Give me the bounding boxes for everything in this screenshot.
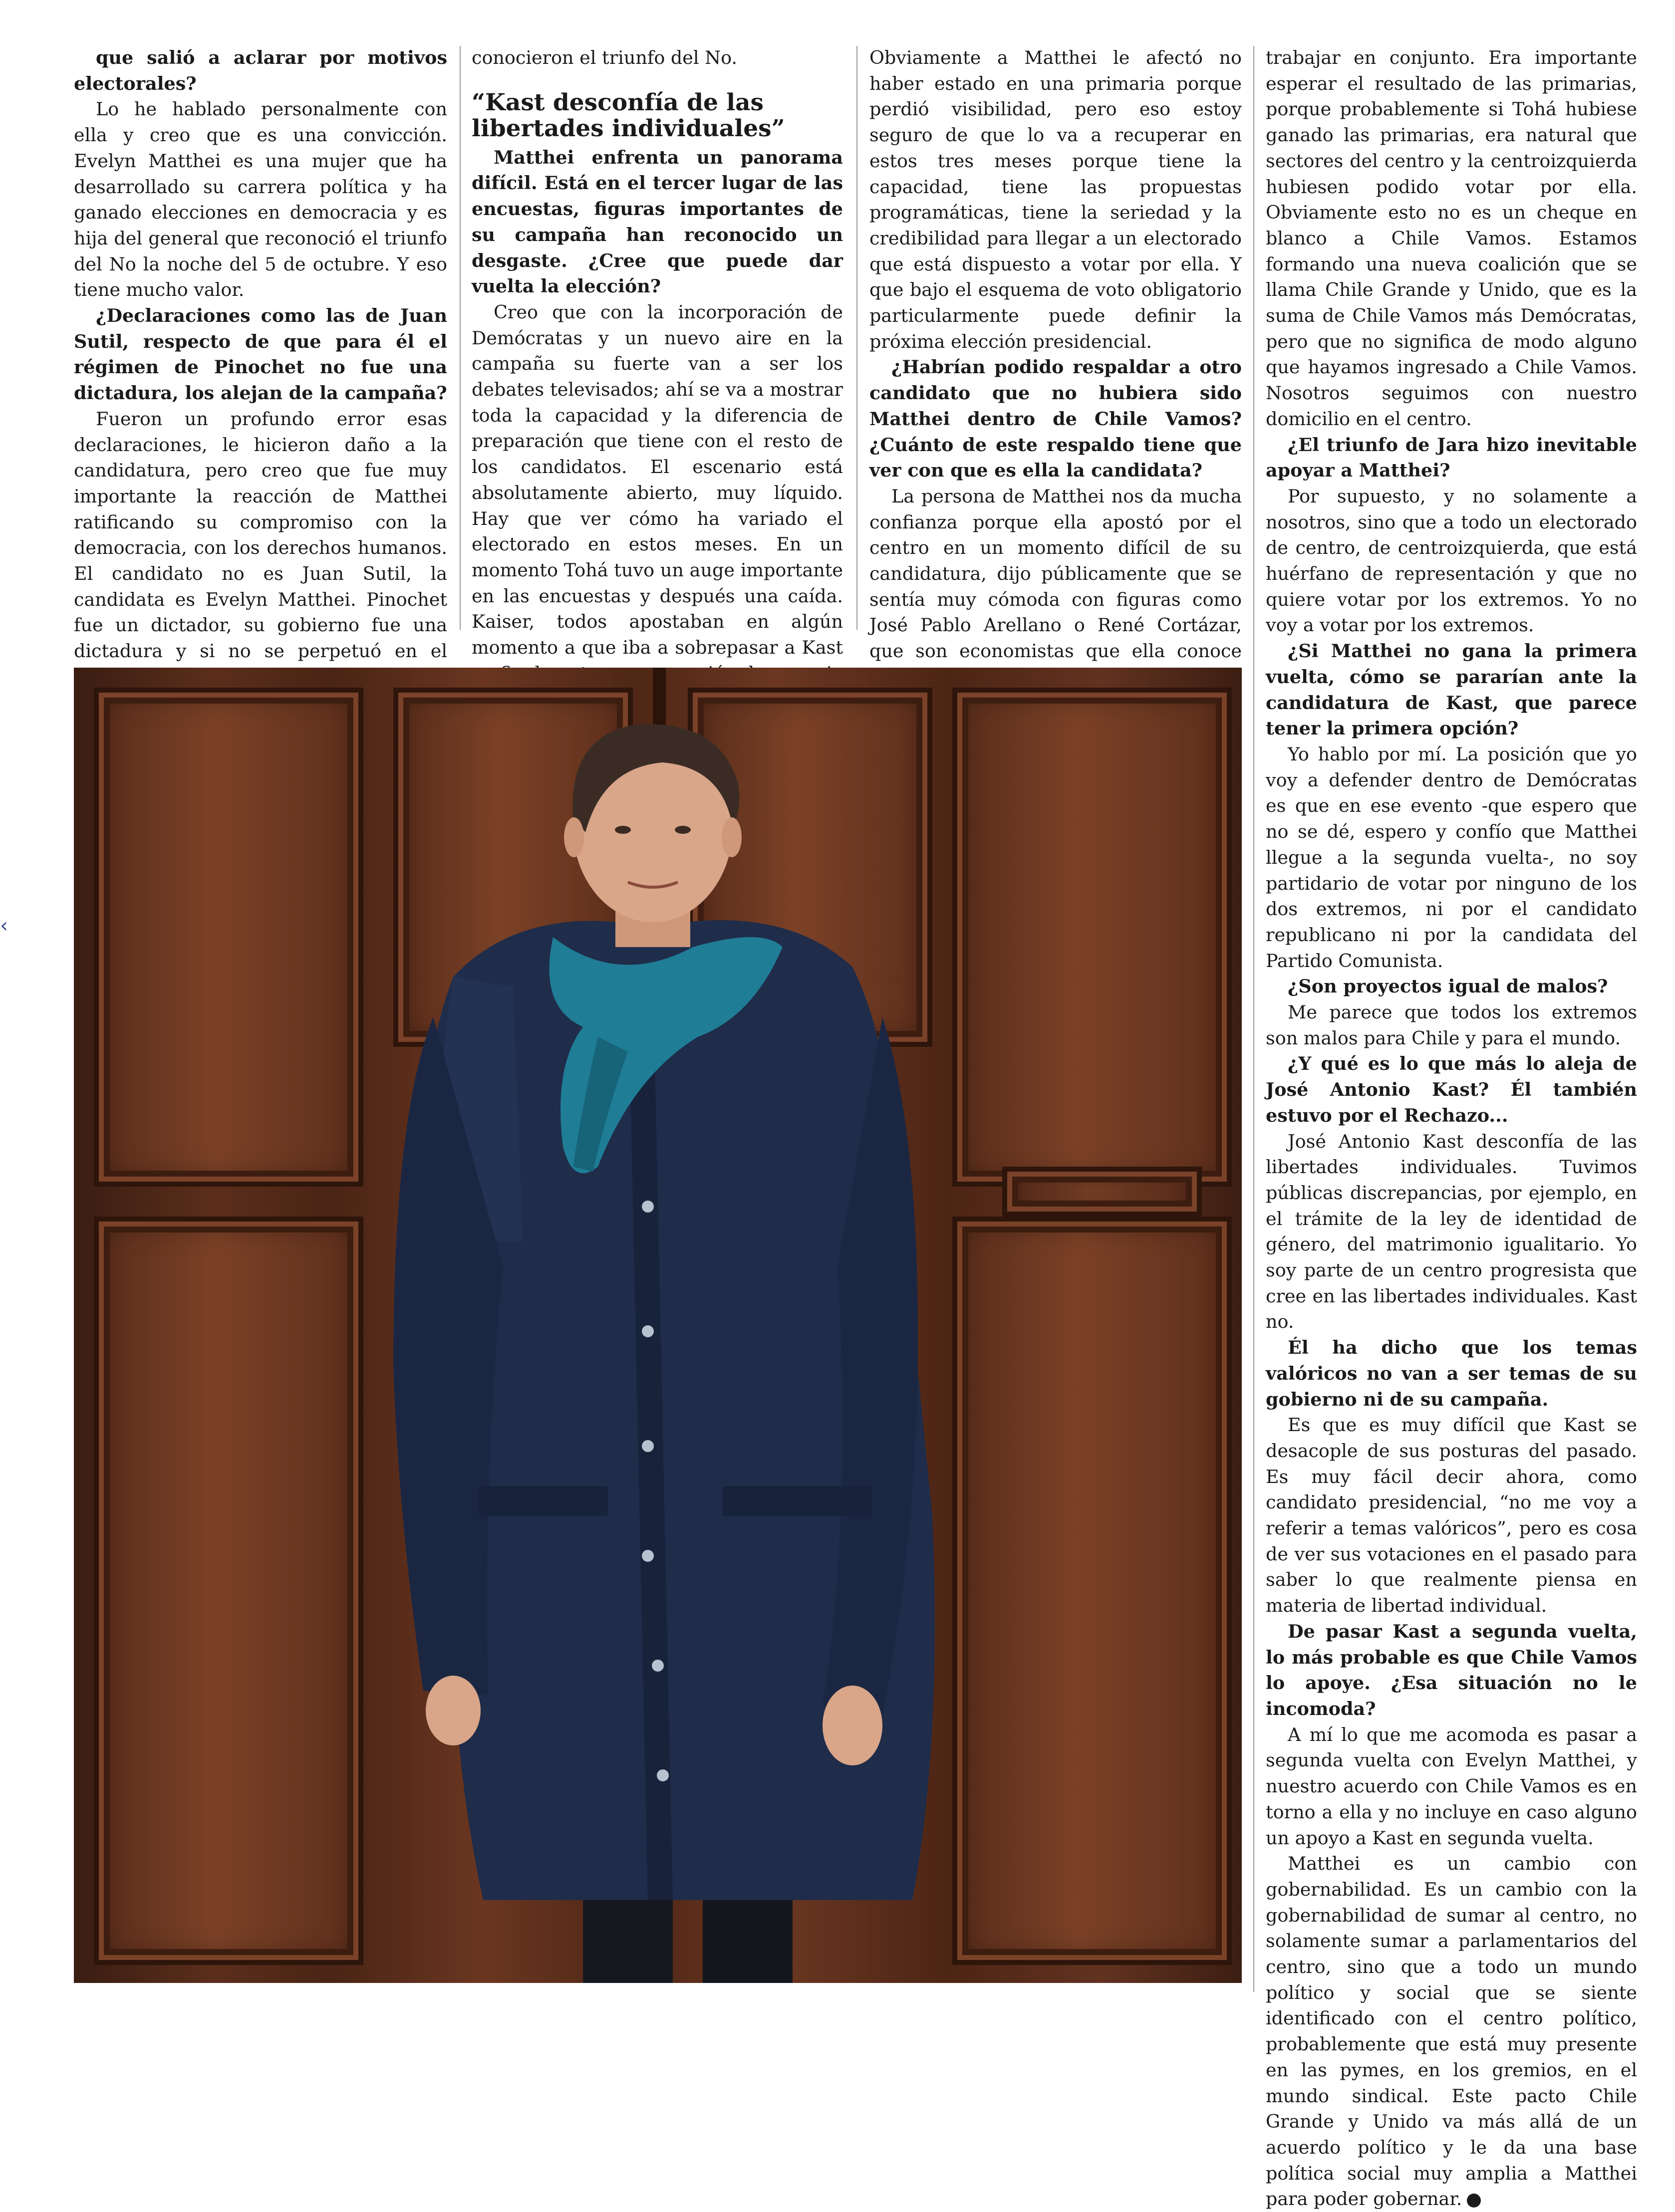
article-column-2 (472, 45, 843, 712)
interview-question: ¿Habrían podido respaldar a otro candidato que no hubiera sido Matthei dentro de Chile Vamos? ¿Cuánto de este respaldo tiene que ver con que es ella la candidata? (869, 356, 1242, 482)
interview-answer: Matthei es un cambio con gobernabilidad. Es un cambio con la gobernabilidad de sumar al centro, no solamente sumar a parlamentarios del centro, sino que a todo un mundo político y social que se siente identificado con el centro político, probablemente que está muy presente en las pymes, en los gremios, en el mundo sindical. Este pacto Chile Grande y Unido va más allá de un acuerdo político y le da una base política social muy amplia a Matthei para poder gobernar. ⊙ (1266, 1853, 1637, 2210)
portrait-photo (74, 668, 1242, 1983)
interview-answer: Es que es muy difícil que Kast se desacople de sus posturas del pasado. Es muy fácil decir ahora, como candidato presidencial, “no me voy a referir a temas valóricos”, pero es cosa de ver sus votaciones en el pasado para saber lo que realmente piensa en materia de libertad individual. (1266, 1414, 1637, 1617)
column-rule (460, 46, 461, 630)
interview-answer: La persona de Matthei nos da mucha confianza porque ella apostó por el centro en un momento difícil de su candidatura, dijo públicamente que se sentía muy cómoda con figuras como José Pablo Arellano o René Cortázar, que son economistas que ella conoce (869, 485, 1242, 662)
section-heading: “Kast desconfía de las libertades individuales” (472, 88, 785, 142)
interview-answer: Obviamente a Matthei le afectó no haber estado en una primaria porque perdió visibilidad, pero eso estoy seguro de que lo va a recuperar en estos tres meses porque tiene la capacidad, tiene las propuestas programáticas, tiene la seriedad y la credibilidad para llegar a un electorado que está dispuesto a votar por ella. Y que bajo el esquema de voto obligatorio particularmente puede definir la próxima elección presidencial. (869, 47, 1242, 352)
article-column-4 (1266, 45, 1637, 2212)
interview-question: De pasar Kast a segunda vuelta, lo más probable es que Chile Vamos lo apoye. ¿Esa situación no le incomoda? (1266, 1620, 1637, 1720)
interview-question: ¿Y qué es lo que más lo aleja de José Antonio Kast? Él también estuvo por el Rechazo... (1266, 1053, 1637, 1126)
column-rule (1253, 46, 1254, 1992)
interview-answer: Yo hablo por mí. La posición que yo voy a defender dentro de Demócratas es que en ese evento -que espero que no se dé, espero y confío que Matthei llegue a la segunda vuelta-, no soy partidario de votar por ninguno de los dos extremos, ni por el candidato republicano ni por la candidata del Partido Comunista. (1266, 743, 1637, 972)
interview-answer: José Antonio Kast desconfía de las libertades individuales. Tuvimos públicas discrepancias, por ejemplo, en el trámite de la ley de identidad de género, del matrimonio igualitario. Yo soy parte de un centro progresista que cree en las libertades individuales. Kast no. (1266, 1130, 1637, 1333)
article-column-1 (74, 45, 447, 716)
interview-question: ¿Declaraciones como las de Juan Sutil, respecto de que para él el régimen de Pinochet no fue una dictadura, los alejan de la campaña? (74, 305, 447, 404)
interview-answer: Lo he hablado personalmente con ella y creo que es una convicción. Evelyn Matthei es una mujer que ha desarrollado su carrera política y ha ganado elecciones en democracia y es hija del general que reconoció el triunfo del No la noche del 5 de octubre. Y eso tiene mucho valor. (74, 98, 447, 301)
article-column-3 (869, 45, 1242, 716)
interview-answer: Me parece que todos los extremos son malos para Chile y para el mundo. (1266, 1001, 1637, 1049)
page-edge-mark: ‹ (0, 914, 8, 937)
interview-answer: Por supuesto, y no solamente a nosotros, sino que a todo un electorado de centro, de centroizquierda, que está huérfano de representación y que no quiere votar por los extremos. Yo no voy a votar por los extremos. (1266, 485, 1637, 636)
interview-answer: Creo que con la incorporación de Demócratas y un nuevo aire en la campaña su fuerte van a ser los debates televisados; ahí se va a mostrar toda la capacidad y la diferencia de preparación que tiene con el resto de los candidatos. El escenario está absolutamente abierto, muy líquido. Hay que ver cómo ha variado el electorado en estos meses. En un momento Tohá tuvo un auge importante en las encuestas y después una caída. Kaiser, todos apostaban en algún momento a que iba a sobrepasar a Kast (472, 301, 843, 659)
interview-question: ¿Si Matthei no gana la primera vuelta, cómo se pararían ante la candidatura de Kast, que parece tener la primera opción? (1266, 640, 1637, 739)
column-rule (856, 46, 857, 630)
interview-question: ¿El triunfo de Jara hizo inevitable apoyar a Matthei? (1266, 434, 1637, 482)
interview-answer: trabajar en conjunto. Era importante esperar el resultado de las primarias, porque probablemente si Tohá hubiese ganado las primarias, era natural que sectores del centro y la centroizquierda hubiesen podido votar por ella. Obviamente esto no es un cheque en blanco a Chile Vamos. Estamos formando una nueva coalición que se llama Chile Grande y Unido, que es la suma de Chile Vamos más Demócratas, pero que no significa de modo alguno que hayamos ingresado a Chile Vamos. Nosotros seguimos con nuestro domicilio en el centro. (1266, 47, 1637, 430)
interview-question: Matthei enfrenta un panorama difícil. Está en el tercer lugar de las encuestas, figuras importantes de su campaña han reconocido un desgaste. ¿Cree que puede dar vuelta la elección? (472, 146, 843, 297)
interview-answer: Fueron un profundo error esas declaraciones, le hicieron daño a la candidatura, pero creo que fue muy importante la reacción de Matthei ratificando su compromiso con la democracia, con los derechos humanos. El candidato no es Juan Sutil, la candidata es Evelyn Matthei. Pinochet fue un dictador, su gobierno fue una dictadura y si no se perpetuó en el (74, 408, 447, 662)
interview-answer: conocieron el triunfo del No. (472, 47, 738, 68)
man-figure (74, 668, 1242, 1983)
interview-question: que salió a aclarar por motivos electorales? (74, 47, 447, 94)
interview-question: ¿Son proyectos igual de malos? (1288, 976, 1608, 997)
end-of-article-icon: ⊙ (1467, 2194, 1481, 2208)
interview-answer: A mí lo que me acomoda es pasar a segunda vuelta con Evelyn Matthei, y nuestro acuerdo con Chile Vamos es en torno a ella y no incluye en caso alguno un apoyo a Kast en segunda vuelta. (1266, 1723, 1637, 1849)
interview-question: Él ha dicho que los temas valóricos no van a ser temas de su gobierno ni de su campaña. (1266, 1337, 1637, 1410)
